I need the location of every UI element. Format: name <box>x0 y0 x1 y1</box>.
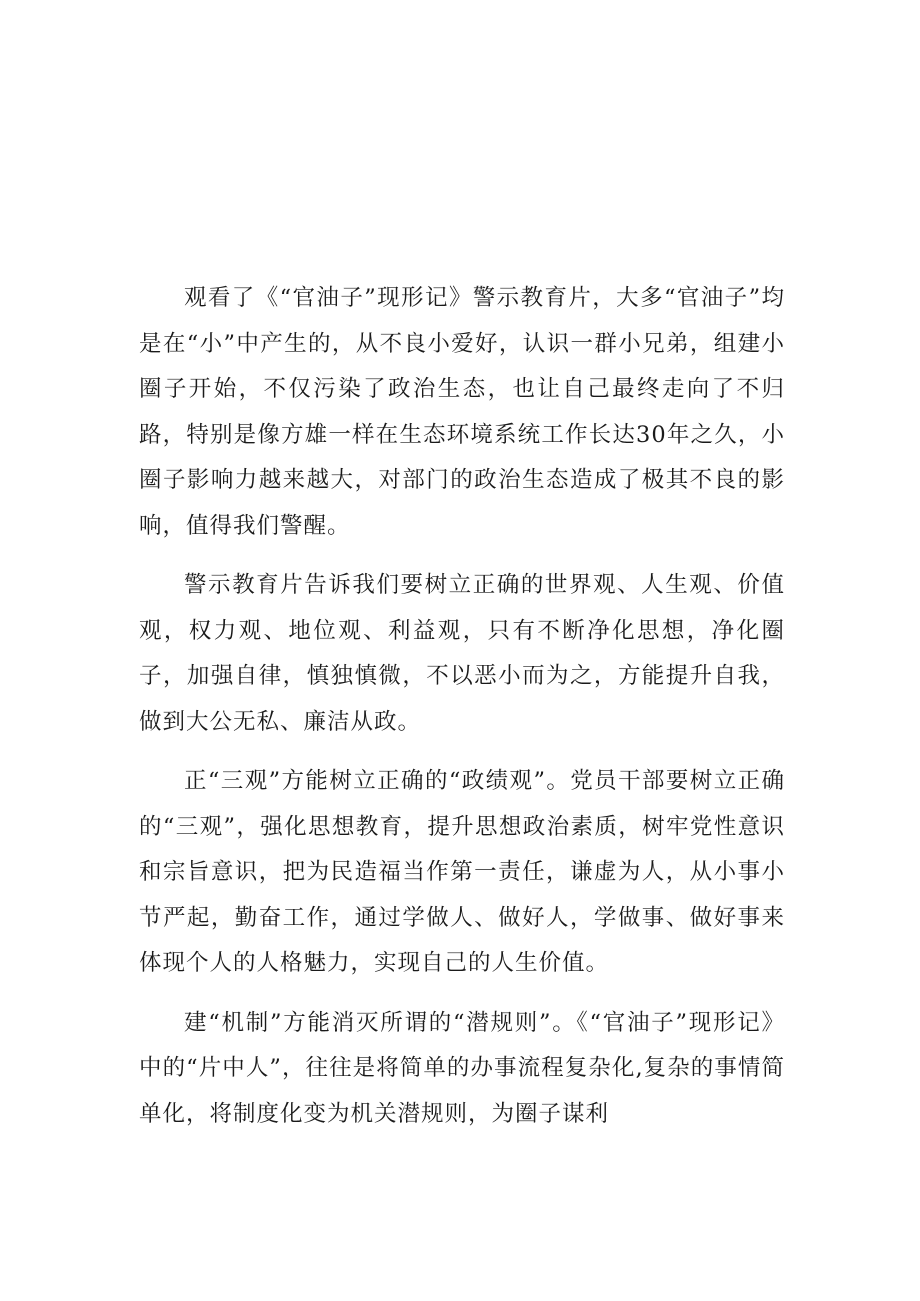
paragraph-4: 建“机制”方能消灭所谓的“潜规则”。《“官油子”现形记》中的“片中人”，往往是将简单的办事流程复杂化,复杂的事情简单化，将制度化变为机关潜规则，为圈子谋利 <box>139 1009 785 1127</box>
paragraph-2: 警示教育片告诉我们要树立正确的世界观、人生观、价值观，权力观、地位观、利益观，只有不断净化思想，净化圈子，加强自律，慎独慎微，不以恶小而为之，方能提升自我，做到大公无私、廉洁从政。 <box>139 572 785 735</box>
paragraph-3: 正“三观”方能树立正确的“政绩观”。党员干部要树立正确的“三观”，强化思想教育，提升思想政治素质，树牢党性意识和宗旨意识，把为民造福当作第一责任，谦虚为人，从小事小节严起，勤奋工作，通过学做人、做好人，学做事、做好事来体现个人的人格魅力，实现自己的人生价值。 <box>139 768 785 976</box>
document-body <box>139 276 785 1137</box>
paragraph-1: 观看了《“官油子”现形记》警示教育片，大多“官油子”均是在“小”中产生的，从不良小爱好，认识一群小兄弟，组建小圈子开始，不仅污染了政治生态，也让自己最终走向了不归路，特别是像方雄一样在生态环境系统工作长达30年之久，小圈子影响力越来越大，对部门的政治生态造成了极其不良的影响，值得我们警醒。 <box>139 285 785 539</box>
